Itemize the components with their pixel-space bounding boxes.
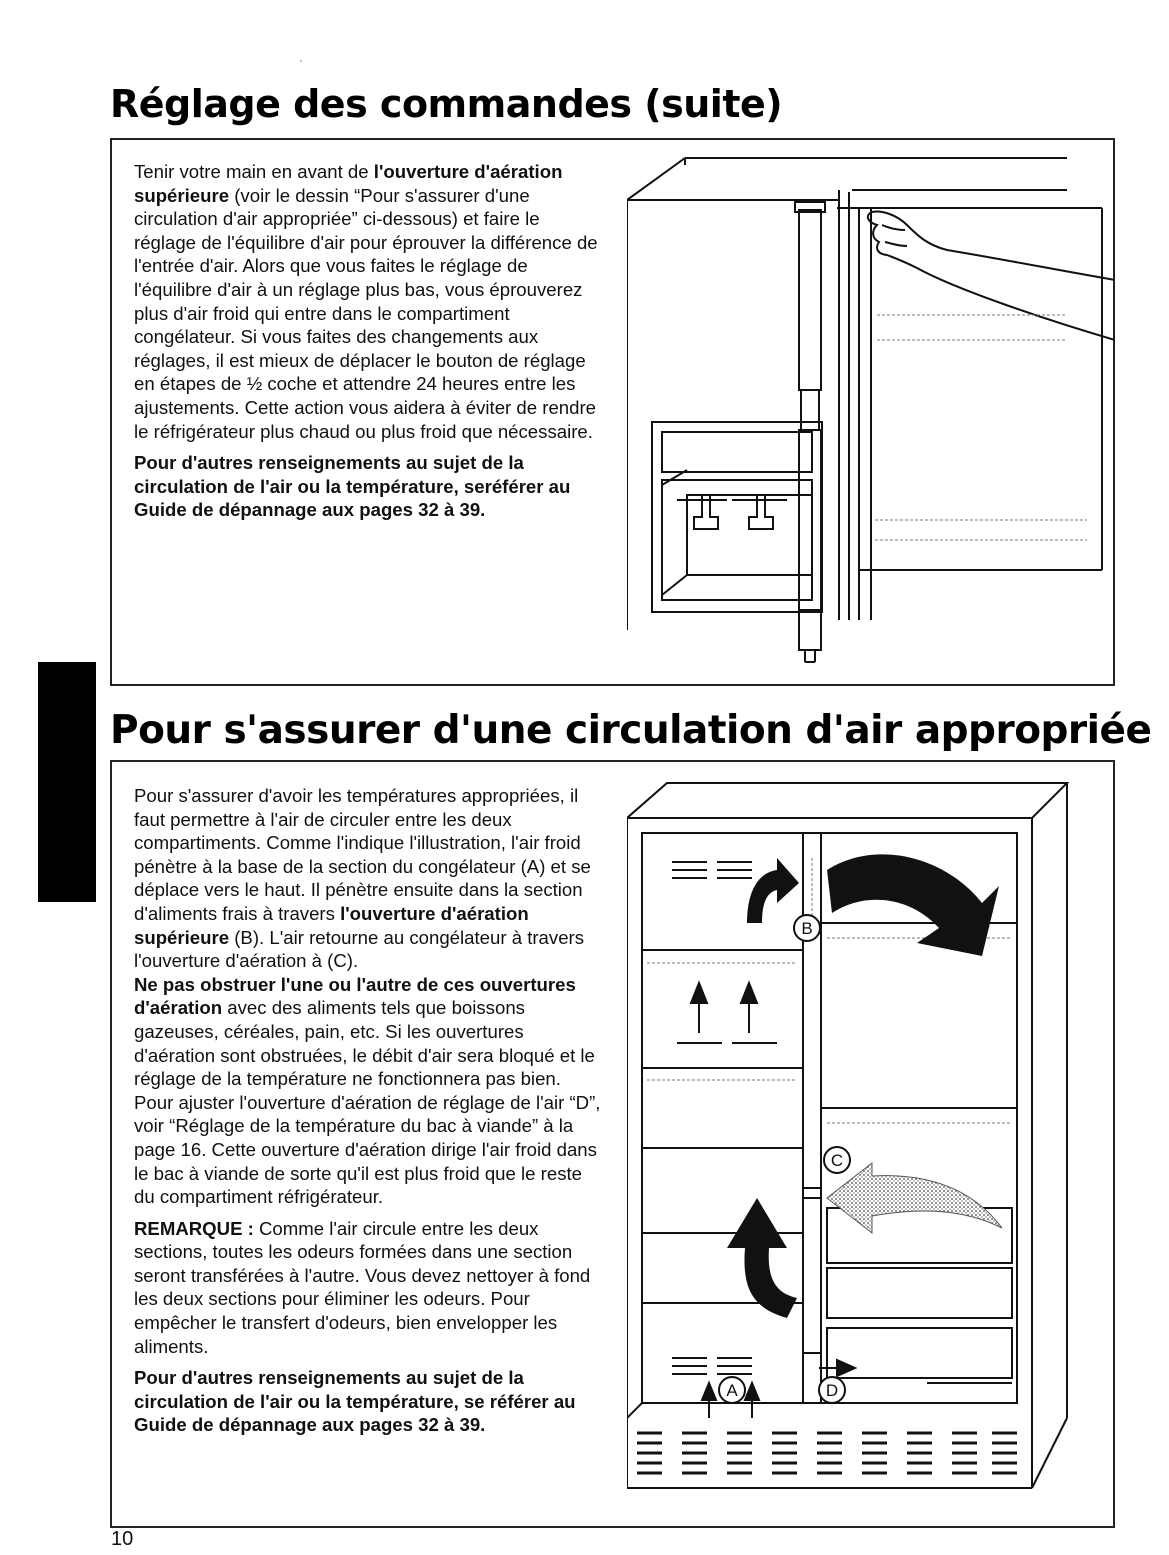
refrigerator-airflow-diagram [627, 778, 1115, 1508]
air-paragraph-3: Pour ajuster l'ouverture d'aération de réglage de l'air “D”, voir “Réglage de la température du bac à viande” à la page 16. Cette ouverture d'aération dirige l'air froid dans le bac à viande de sorte qu'il est plus froid que le reste du compartiment réfrigérateur. [134, 1091, 601, 1208]
hand-at-vent-illustration [627, 150, 1115, 670]
label-a: A [726, 1381, 738, 1400]
section-title-air-circulation: Pour s'assurer d'une circulation d'air appropriée [110, 708, 1152, 753]
air-paragraph-2: Ne pas obstruer l'une ou l'autre de ces ouvertures d'aération avec des aliments tels que boissons gazeuses, céréales, pain, etc. Si les ouvertures d'aération sont obstruées, le débit d'air sera bloqué et le réglage de la température ne fonctionnera pas bien. [134, 973, 595, 1090]
page-number: 10 [111, 1528, 134, 1550]
air-note: REMARQUE : Comme l'air circule entre les deux sections, toutes les odeurs formées dans une section seront transférées à l'autre. Vous devez nettoyer à fond les deux sections pour éliminer les odeurs. Pour empêcher le transfert d'odeurs, bien envelopper les aliments. [134, 1217, 591, 1357]
air-more-info: Pour d'autres renseignements au sujet de la circulation de l'air ou la température, se référer au Guide de dépannage aux pages 32 à 39. [134, 1367, 576, 1436]
section-title-controls: Réglage des commandes (suite) [110, 82, 783, 126]
controls-paragraph: Tenir votre main en avant de l'ouverture d'aération supérieure (voir le dessin “Pour s'assurer d'une circulation d'air appropriée” ci-dessous) et faire le réglage de l'équilibre d'air pour éprouver la différence de l'entrée d'air. Alors que vous faites le réglage de l'équilibre d'air à un réglage plus bas, vous éprouverez plus d'air froid qui entre dans le compartiment congélateur. Si vous faites des changements aux réglages, il est mieux de déplacer le bouton de réglage en étapes de ½ coche et attendre 24 heures entre les ajustements. Cette action vous aidera à éviter de rendre le réfrigérateur plus chaud ou plus froid que nécessaire. [134, 161, 598, 442]
scan-speck [300, 60, 302, 62]
label-d: D [825, 1381, 839, 1400]
controls-text [134, 160, 604, 522]
label-b: B [801, 919, 813, 938]
controls-more-info: Pour d'autres renseignements au sujet de la circulation de l'air ou la température, seréférer au Guide de dépannage aux pages 32 à 39. [134, 452, 571, 521]
air-paragraph-1: Pour s'assurer d'avoir les températures appropriées, il faut permettre à l'air de circuler entre les deux compartiments. Comme l'indique l'illustration, l'air froid pénètre à la base de la section du congélateur (A) et se déplace vers le haut. Il pénètre ensuite dans la section d'aliments frais à travers l'ouverture d'aération supérieure (B). L'air retourne au congélateur à travers l'ouverture d'aération à (C). [134, 785, 591, 972]
air-circulation-text [134, 784, 604, 1437]
label-c: C [830, 1151, 844, 1170]
page-edge-tab [38, 662, 96, 902]
air-circulation-panel [110, 760, 1115, 1528]
controls-panel [110, 138, 1115, 686]
